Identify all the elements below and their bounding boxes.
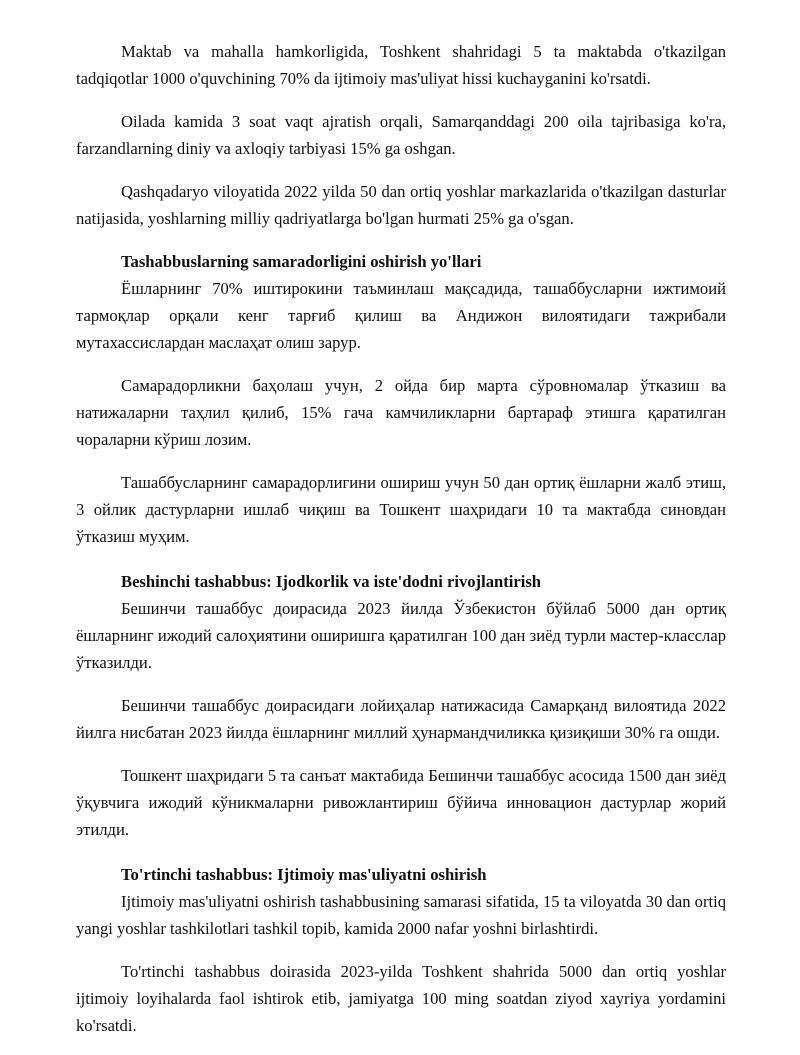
section-heading-fifth-initiative: Beshinchi tashabbus: Ijodkorlik va iste'dodni rivojlantirish <box>121 572 542 591</box>
paragraph-fifth-1: Бешинчи ташаббус доирасида 2023 йилда Ўзбекистон бўйлаб 5000 дан ортиқ ёшларнинг ижодий салоҳиятини оширишга қаратилган 100 дан зиёд турли мастер-класслар ўтказилди. <box>76 599 726 672</box>
section-heading-efficiency: Tashabbuslarning samaradorligini oshirish yo'llari <box>121 252 482 271</box>
paragraph-efficiency-3: Ташаббусларнинг самарадорлигини ошириш учун 50 дан ортиқ ёшларни жалб этиш, 3 ойлик дастурларни ишлаб чиқиш ва Тошкент шаҳридаги 10 та мактабда синовдан ўтказиш муҳим. <box>76 473 726 546</box>
paragraph-intro-1: Maktab va mahalla hamkorligida, Toshkent shahridagi 5 ta maktabda o'tkazilgan tadqiqotlar 1000 o'quvchining 70% da ijtimoiy mas'uliyat hissi kuchayganini ko'rsatdi. <box>76 42 726 88</box>
paragraph-intro-2: Oilada kamida 3 soat vaqt ajratish orqali, Samarqanddagi 200 oila tajribasiga ko'ra, farzandlarning diniy va axloqiy tarbiyasi 15% ga oshgan. <box>76 112 726 158</box>
paragraph-efficiency-2: Самарадорликни баҳолаш учун, 2 ойда бир марта сўровномалар ўтказиш ва натижаларни таҳлил қилиб, 15% гача камчиликларни бартараф этишга қаратилган чораларни кўриш лозим. <box>76 376 726 449</box>
paragraph-efficiency-1: Ёшларнинг 70% иштирокини таъминлаш мақсадида, ташаббусларни ижтимоий тармоқлар орқали кенг тарғиб қилиш ва Андижон вилоятидаги тажрибали мутахассислардан маслаҳат олиш зарур. <box>76 279 726 352</box>
paragraph-fifth-2: Бешинчи ташаббус доирасидаги лойиҳалар натижасида Самарқанд вилоятида 2022 йилга нисбатан 2023 йилда ёшларнинг миллий ҳунармандчиликка қизиқиши 30% га ошди. <box>76 696 726 742</box>
paragraph-intro-3: Qashqadaryo viloyatida 2022 yilda 50 dan ortiq yoshlar markazlarida o'tkazilgan dasturlar natijasida, yoshlarning milliy qadriyatlarga bo'lgan hurmati 25% ga o'sgan. <box>76 182 726 228</box>
paragraph-fifth-3: Тошкент шаҳридаги 5 та санъат мактабида Бешинчи ташаббус асосида 1500 дан зиёд ўқувчига ижодий кўникмаларни ривожлантириш бўйича инновацион дастурлар жорий этилди. <box>76 766 726 839</box>
section-heading-fourth-initiative: To'rtinchi tashabbus: Ijtimoiy mas'uliyatni oshirish <box>121 865 487 884</box>
paragraph-fourth-1: Ijtimoiy mas'uliyatni oshirish tashabbusining samarasi sifatida, 15 ta viloyatda 30 dan ortiq yangi yoshlar tashkilotlari tashkil topib, kamida 2000 nafar yoshni birlashtirdi. <box>76 892 726 938</box>
document-page <box>76 38 726 1055</box>
paragraph-fourth-2: To'rtinchi tashabbus doirasida 2023-yilda Toshkent shahrida 5000 dan ortiq yoshlar ijtimoiy loyihalarda faol ishtirok etib, jamiyatga 100 ming soatdan ziyod xayriya yordamini ko'rsatdi. <box>76 962 726 1035</box>
